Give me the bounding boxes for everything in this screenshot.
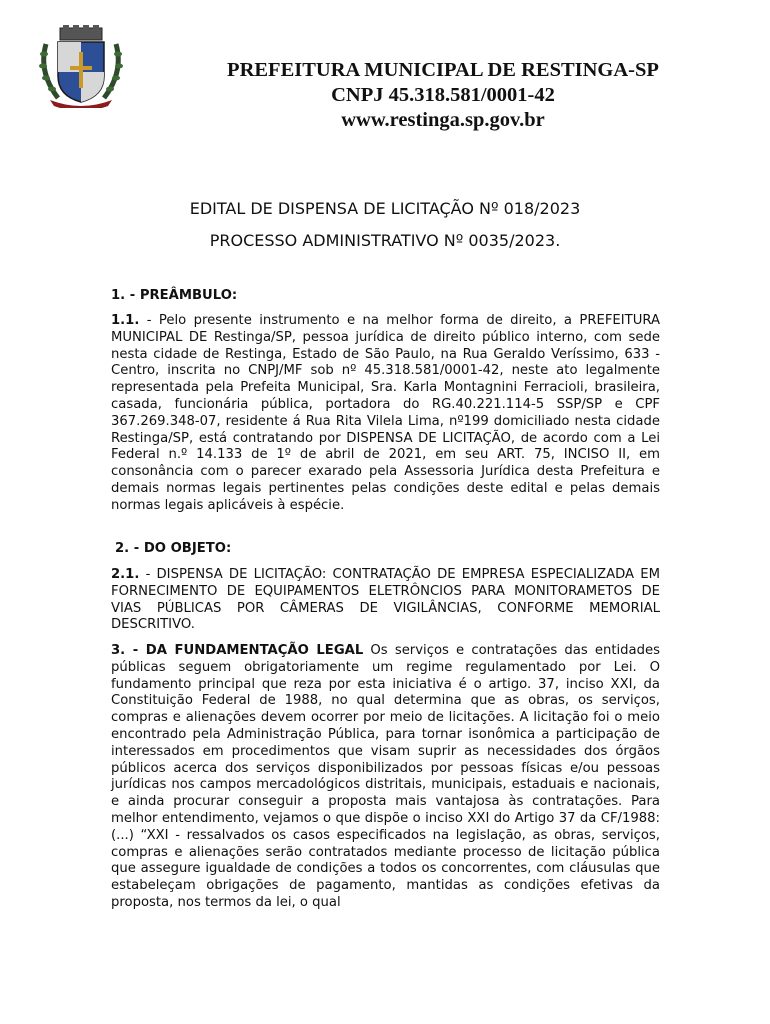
letterhead-website: www.restinga.sp.gov.br xyxy=(341,109,545,131)
item-number: 1.1. xyxy=(111,313,140,328)
section-2-body xyxy=(111,567,660,641)
letterhead-name: PREFEITURA MUNICIPAL DE RESTINGA-SP xyxy=(227,59,659,81)
section-1-paragraph xyxy=(111,313,660,515)
section-3-heading: 3. - DA FUNDAMENTAÇÃO LEGAL xyxy=(111,643,364,658)
coat-of-arms-logo xyxy=(36,24,126,108)
section-1-heading: 1. - PREÂMBULO: xyxy=(111,288,238,303)
paragraph-text: - Pelo presente instrumento e na melhor forma de direito, a PREFEITURA MUNICIPAL DE Restinga/SP, pessoa jurídica de direito público interno, com sede nesta cidade de Restinga, Estado de São Paulo, na Rua Geraldo Veríssimo, 633 - Centro, inscrita no CNPJ/MF sob nº 45.318.581/0001-42, neste ato legalmente representada pela Prefeita Municipal, Sra. Karla Montagnini Ferracioli, brasileira, casada, funcionária pública, portadora do RG.40.221.114-5 SSP/SP e CPF 367.269.348-07, residente á Rua Rita Vilela Lima, nº199 domiciliado nesta cidade Restinga/SP, está contratando por DISPENSA DE LICITAÇÃO, de acordo com a Lei Federal n.º 14.133 de 1º de abril de 2021, em seu ART. 75, INCISO II, em consonância com o parecer exarado pela Assessoria Jurídica desta Prefeitura e demais normas legais pertinentes pelas condições deste edital e pelas demais normas legais aplicáveis à espécie. xyxy=(111,313,660,513)
letterhead xyxy=(200,58,686,133)
section-1-body xyxy=(111,313,660,522)
document-title: EDITAL DE DISPENSA DE LICITAÇÃO Nº 018/2023 xyxy=(189,199,581,218)
letterhead-cnpj: CNPJ 45.318.581/0001-42 xyxy=(331,84,555,106)
section-2-heading: 2. - DO OBJETO: xyxy=(115,541,232,556)
item-number: 2.1. xyxy=(111,567,140,582)
paragraph-text: Os serviços e contratações das entidades públicas seguem obrigatoriamente um regime regulamentado por Lei. O fundamento principal que reza por esta iniciativa é o artigo. 37, inciso XXI, da Constituição Federal de 1988, no qual determina que as obras, os serviços, compras e alienações devem ocorrer por meio de licitações. A licitação foi o meio encontrado pela Administração Pública, para tornar isonômica a participação de interessados em procedimentos que visam suprir as necessidades dos órgãos públicos acerca dos serviços disponibilizados por pessoas físicas e/ou pessoas jurídicas nos campos mercadológicos distritais, municipais, estaduais e nacionais, e ainda procurar conseguir a proposta mais vantajosa às contratações. Para melhor entendimento, vejamos o que dispõe o inciso XXI do Artigo 37 da CF/1988: (...) “XXI - ressalvados os casos especificados na legislação, as obras, serviços, compras e alienações serão contratados mediante processo de licitação pública que assegure igualdade de condições a todos os concorrentes, com cláusulas que estabeleçam obrigações de pagamento, mantidas as condições efetivas da proposta, nos termos da lei, o qual xyxy=(111,643,660,910)
document-subtitle: PROCESSO ADMINISTRATIVO Nº 0035/2023. xyxy=(209,231,561,250)
section-3-paragraph xyxy=(111,643,660,912)
section-2-paragraph xyxy=(111,567,660,634)
section-3-body xyxy=(111,643,660,919)
paragraph-text: - DISPENSA DE LICITAÇÃO: CONTRATAÇÃO DE EMPRESA ESPECIALIZADA EM FORNECIMENTO DE EQUIPAMENTOS ELETRÔNCIOS PARA MONITORAMETOS DE VIAS PÚBLICAS POR CÂMERAS DE VIGILÂNCIAS, CONFORME MEMORIAL DESCRITIVO. xyxy=(111,567,660,633)
